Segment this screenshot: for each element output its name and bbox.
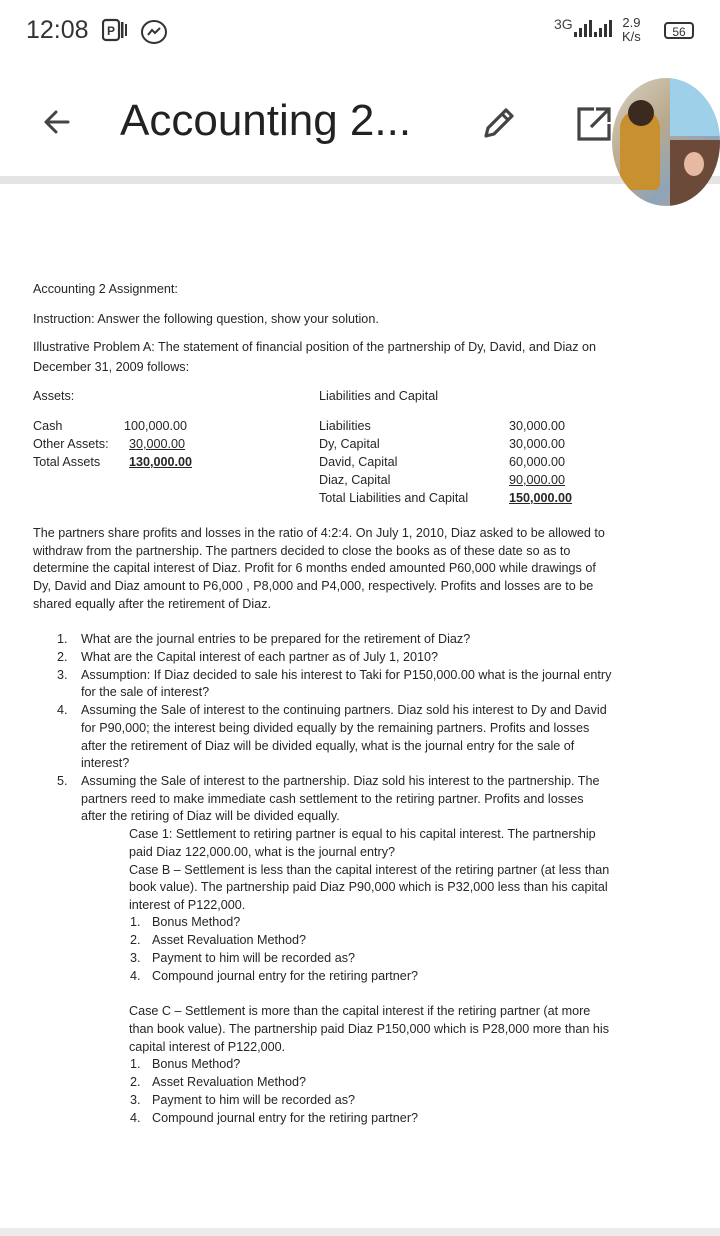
app-notification-icon xyxy=(102,18,128,47)
case-b-item-number: 3. xyxy=(130,951,141,965)
case-c-text: capital interest of P122,000. xyxy=(129,1040,286,1054)
case-b-item-number: 2. xyxy=(130,933,141,947)
document-page xyxy=(0,184,720,1228)
question-text: for P90,000; the interest being divided equally by the remaining partners. Profits and losses xyxy=(81,721,590,735)
doc-heading: Accounting 2 Assignment: xyxy=(33,282,178,296)
battery-icon: 56 xyxy=(664,22,694,39)
asset-value: 100,000.00 xyxy=(124,419,188,433)
status-bar xyxy=(0,0,720,66)
question-number: 5. xyxy=(57,774,68,788)
case-b-item-text: Bonus Method? xyxy=(152,915,241,929)
case-b-item-text: Compound journal entry for the retiring partner? xyxy=(152,969,419,983)
net-speed-unit: K/s xyxy=(622,29,641,44)
case-text: interest of P122,000. xyxy=(129,898,246,912)
question-text: after the retirement of Diaz will be divided equally, what is the journal entry for the sale of xyxy=(81,739,575,753)
signal-icon-2 xyxy=(594,20,612,37)
liability-value: 30,000.00 xyxy=(509,437,566,451)
paragraph-line: The partners share profits and losses in the ratio of 4:2:4. On July 1, 2010, Diaz asked to be allowed to xyxy=(33,526,605,540)
svg-text:P: P xyxy=(107,24,116,38)
doc-instruction: Instruction: Answer the following question, show your solution. xyxy=(33,312,379,326)
doc-problem-line2: December 31, 2009 follows: xyxy=(33,360,190,374)
case-c-item-number: 4. xyxy=(130,1111,141,1125)
paragraph-line: Dy, David and Diaz amount to P6,000 , P8,000 and P4,000, respectively. Profits and losses are to be xyxy=(33,579,594,593)
liability-label: Total Liabilities and Capital xyxy=(319,491,469,505)
case-c-item-text: Bonus Method? xyxy=(152,1057,241,1071)
page-title: Accounting 2... xyxy=(120,96,412,145)
question-text: partners reed to make immediate cash settlement to the retiring partner. Profits and losses xyxy=(81,792,584,806)
liability-label: David, Capital xyxy=(319,455,398,469)
case-c-text: than book value). The partnership paid Diaz P150,000 which is P28,000 more than his xyxy=(129,1022,610,1036)
assets-header: Assets: xyxy=(33,389,75,403)
signal-icon-1 xyxy=(574,20,592,37)
asset-value: 30,000.00 xyxy=(129,437,186,451)
network-type: 3G xyxy=(554,16,573,32)
open-external-icon[interactable] xyxy=(574,104,614,149)
question-text: What are the Capital interest of each partner as of July 1, 2010? xyxy=(81,650,439,664)
case-b-item-number: 1. xyxy=(130,915,141,929)
liability-value: 150,000.00 xyxy=(509,491,573,505)
liability-label: Dy, Capital xyxy=(319,437,380,451)
case-b-item-text: Asset Revaluation Method? xyxy=(152,933,307,947)
question-text: What are the journal entries to be prepared for the retirement of Diaz? xyxy=(81,632,471,646)
app-bar xyxy=(0,66,720,176)
question-text: Assuming the Sale of interest to the partnership. Diaz sold his interest to the partnership. The xyxy=(81,774,600,788)
question-text: Assuming the Sale of interest to the continuing partners. Diaz sold his interest to Dy and David xyxy=(81,703,607,717)
case-text: Case 1: Settlement to retiring partner is equal to his capital interest. The partnership xyxy=(129,827,596,841)
paragraph-line: shared equally after the retirement of Diaz. xyxy=(33,597,272,611)
liability-label: Liabilities xyxy=(319,419,371,433)
liability-value: 30,000.00 xyxy=(509,419,566,433)
case-b-item-text: Payment to him will be recorded as? xyxy=(152,951,355,965)
case-c-item-number: 3. xyxy=(130,1093,141,1107)
liability-value: 60,000.00 xyxy=(509,455,566,469)
avatar[interactable] xyxy=(612,78,720,206)
question-number: 1. xyxy=(57,632,68,646)
case-c-item-text: Compound journal entry for the retiring partner? xyxy=(152,1111,419,1125)
messenger-icon xyxy=(140,20,168,51)
case-c-item-number: 1. xyxy=(130,1057,141,1071)
question-number: 4. xyxy=(57,703,68,717)
asset-label: Cash xyxy=(33,419,63,433)
liabilities-header: Liabilities and Capital xyxy=(319,389,439,403)
asset-label: Other Assets: xyxy=(33,437,109,451)
liability-value: 90,000.00 xyxy=(509,473,566,487)
bottom-divider xyxy=(0,1228,720,1236)
question-text: for the sale of interest? xyxy=(81,685,210,699)
question-text: Assumption: If Diaz decided to sale his interest to Taki for P150,000.00 what is the journal entry xyxy=(81,668,612,682)
doc-problem-line1: Illustrative Problem A: The statement of financial position of the partnership of Dy, David, and Diaz on xyxy=(33,340,597,354)
case-b-item-number: 4. xyxy=(130,969,141,983)
net-speed-value: 2.9 xyxy=(622,15,641,30)
case-text: book value). The partnership paid Diaz P90,000 which is P32,000 less than his capital xyxy=(129,880,608,894)
case-c-item-text: Asset Revaluation Method? xyxy=(152,1075,307,1089)
asset-value: 130,000.00 xyxy=(129,455,193,469)
back-arrow-icon[interactable] xyxy=(38,102,78,142)
divider xyxy=(0,176,720,184)
case-c-item-text: Payment to him will be recorded as? xyxy=(152,1093,355,1107)
question-number: 2. xyxy=(57,650,68,664)
edit-pencil-icon[interactable] xyxy=(478,104,518,149)
status-time: 12:08 xyxy=(26,16,89,44)
case-c-item-number: 2. xyxy=(130,1075,141,1089)
question-text: after the retiring of Diaz will be divided equally. xyxy=(81,809,340,823)
case-text: Case B – Settlement is less than the capital interest of the retiring partner (at less than xyxy=(129,863,610,877)
paragraph-line: determine the capital interest of Diaz. Profit for 6 months ended amounted P60,000 while drawings of xyxy=(33,561,596,575)
asset-label: Total Assets xyxy=(33,455,101,469)
case-text: paid Diaz 122,000.00, what is the journal entry? xyxy=(129,845,396,859)
case-c-text: Case C – Settlement is more than the capital interest if the retiring partner (at more xyxy=(129,1004,591,1018)
liability-label: Diaz, Capital xyxy=(319,473,391,487)
paragraph-line: withdraw from the partnership. The partners decided to close the books as of these date so as to xyxy=(33,544,571,558)
net-speed xyxy=(622,16,641,44)
question-text: interest? xyxy=(81,756,130,770)
question-number: 3. xyxy=(57,668,68,682)
